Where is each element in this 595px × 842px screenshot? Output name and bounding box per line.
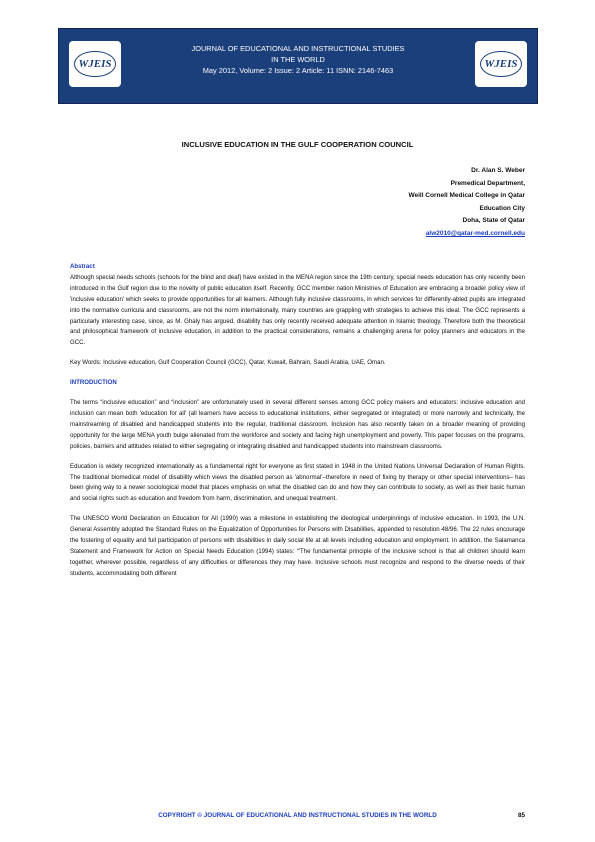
author-dept: Premedical Department,	[450, 179, 525, 187]
journal-header	[58, 28, 538, 104]
author-block	[408, 165, 525, 241]
intro-paragraph-3: The UNESCO World Declaration on Education for All (1990) was a milestone in establishing the ideological underpinnings of inclusive education. In 1993, the U.N. General Assembly adopted the Standard Rules on the Equalization of Opportunities for Persons with Disabilities, appended to resolution 48/96. The 22 rules encourage the fostering of equality and full participation of persons with disabilities in daily social life at all levels including education and employment. In addition, the Salamanca Statement and Framework for Action on Special Needs Education (1994) states: “'The fundamental principle of the inclusive school is that all children should learn together, wherever possible, regardless of any difficulties or differences they may have. Inclusive schools must recognize and respond to the diverse needs of their students, accommodating both different	[70, 515, 525, 577]
author-city: Education City	[479, 204, 525, 212]
header-text	[139, 43, 457, 76]
paper-body	[70, 262, 525, 589]
journal-name-2: IN THE WORLD	[271, 55, 325, 64]
paper-title: INCLUSIVE EDUCATION IN THE GULF COOPERATION COUNCIL	[181, 140, 414, 149]
copyright-footer: COPYRIGHT © JOURNAL OF EDUCATIONAL AND INSTRUCTIONAL STUDIES IN THE WORLD	[158, 812, 437, 819]
keywords: Key Words: Inclusive education, Gulf Cooperation Council (GCC), Qatar, Kuwait, Bahrain, Saudi Arabia, UAE, Oman.	[70, 359, 386, 367]
page-number: 85	[517, 812, 525, 819]
abstract-heading: Abstract	[70, 263, 95, 270]
journal-logo-right: WJEIS	[475, 41, 527, 87]
author-name: Dr. Alan S. Weber	[471, 167, 525, 174]
author-inst: Weill Cornell Medical College in Qatar	[408, 192, 525, 200]
intro-paragraph-2: Education is widely recognized internationally as a fundamental right for everyone as first stated in 1948 in the United Nations Universal Declaration of Human Rights. The traditional biomedical model of disability which views the disabled person as 'abnormal'–therefore in need of fixing by therapy or other special interventions– has been giving way to a newer sociological model that places emphasis on what the disabled can do and how they can contribute to society, as well as their basic human and social rights such as education and freedom from harm, discrimination, and unequal treatment.	[70, 462, 525, 503]
issue-info: May 2012, Volume: 2 Issue: 2 Article: 11 ISNN: 2146-7463	[202, 66, 394, 75]
abstract-text: Although special needs schools (schools for the blind and deaf) have existed in the MENA region since the 19th century, special needs education has only recently been introduced in the Gulf region due to the novelty of public education itself. Recently, GCC member nation Ministries of Education are embracing a broader policy view of 'inclusive education' which seeks to provide opportunities for all learners. Although fully inclusive classrooms, in which services for differently-abled pupils are integrated into the normative curricula and classrooms, are not the norm internationally, many countries are grappling with strategies to achieve this ideal. The GCC represents a particularly interesting case, since, as M. Ghaly has argued, disability has only recently received adequate attention in Islamic theology. Therefore both the theoretical and philosophical framework of inclusive education, in addition to the practical considerations, remains a challenging arena for policy planners and educators in the GCC.	[70, 273, 525, 347]
intro-paragraph-1: The terms “inclusive education” and “inclusion” are unfortunately used in several different senses among GCC policy makers and educators: inclusive education and inclusion can mean both 'education for all' (all learners have access to educational institutions, either segregated or integrated) or more narrowly and technically, the mainstreaming of disabled and handicapped students into the regular, traditional classroom. Inclusion has also recently taken on a broader meaning of providing opportunity for the large MENA youth bulge alienated from the workforce and society and facing high unemployment and poverty. This paper focuses on the programs, policies, barriers and attitudes related to either segregating or integrating disabled and handicapped students into mainstream classrooms.	[70, 399, 525, 450]
journal-name: JOURNAL OF EDUCATIONAL AND INSTRUCTIONAL STUDIES	[191, 44, 405, 53]
author-country: Doha, State of Qatar	[462, 217, 525, 225]
journal-logo-left: WJEIS	[69, 41, 121, 87]
introduction-heading: INTRODUCTION	[70, 379, 117, 387]
author-email-link[interactable]: alw2010@qatar-med.cornell.edu	[425, 229, 525, 237]
